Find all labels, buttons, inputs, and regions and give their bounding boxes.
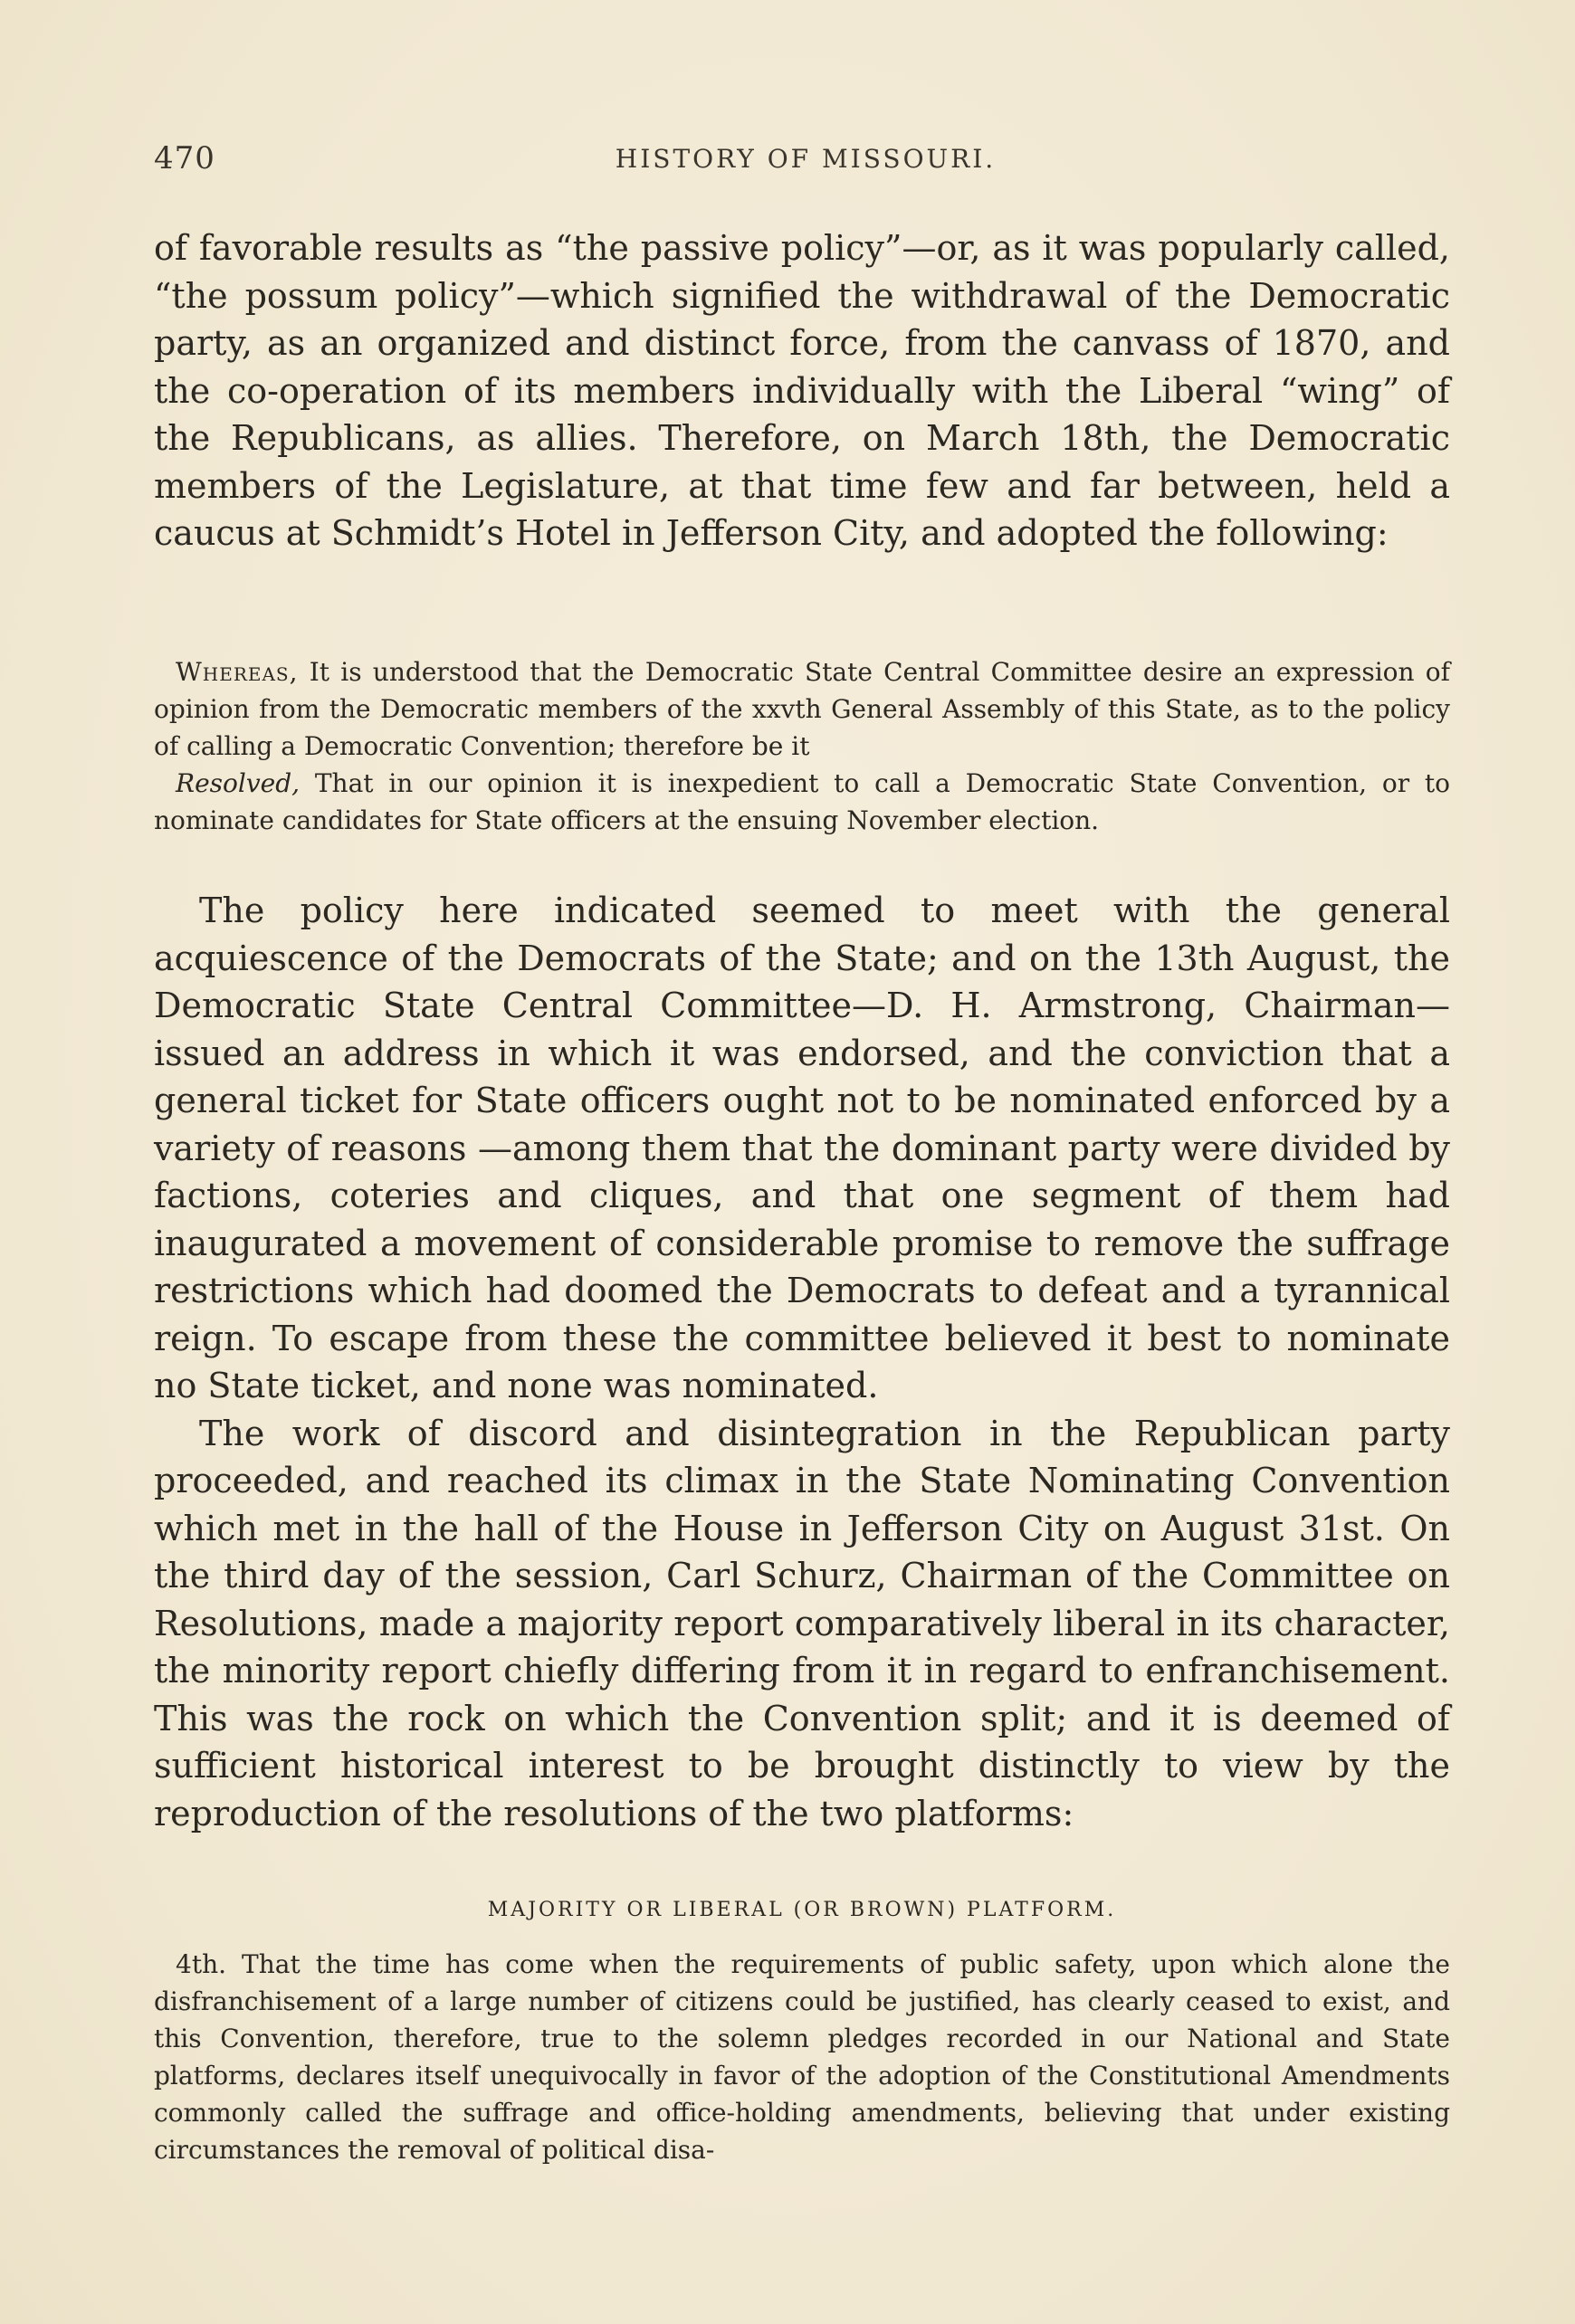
platform-item-4: 4th. That the time has come when the requirements of public safety, upon which alone the disfranchisement of a large number of citizens could be justified, has clearly ceased to exist, and this Convention, therefore, true to the solemn pledges recorded in our National and State platforms, declares itself unequivocally in favor of the adoption of the Constitutional Amendments commonly called the suffrage and office-holding amendments, believing that under existing circumstances the removal of political disa- [154, 1949, 1450, 2165]
whereas-text: It is understood that the Democratic State Central Committee desire an expression of opinion from the Democratic members of the xxvth General Assembly of this State, as to the policy of calling a Democratic Convention; therefore be it [154, 657, 1450, 761]
resolved-text: That in our opinion it is inexpedient to call a Democratic State Convention, or to nominate candidates for State officers at the ensuing November election. [154, 768, 1450, 835]
resolved-word: Resolved, [176, 768, 301, 798]
page-header [154, 140, 1457, 186]
platform-heading: MAJORITY OR LIBERAL (OR BROWN) PLATFORM. [487, 1899, 1117, 1921]
opening-paragraph-block [154, 224, 1450, 557]
main-paragraphs-block [154, 887, 1450, 1837]
platform-text [154, 1946, 1450, 2168]
caucus-resolution [154, 653, 1450, 839]
paragraph-policy: The policy here indicated seemed to meet with the general acquiescence of the Democrats of the State; and on the 13th August, the Democratic State Central Committee—D. H. Armstrong, Chairman—issued an address in which it was endorsed, and the conviction that a general ticket for State officers ought not to be nominated enforced by a variety of reasons —among them that the dominant party were divided by factions, coteries and cliques, and that one segment of them had inaugurated a movement of considerable promise to remove the suffrage restrictions which had doomed the Democrats to defeat and a tyrannical reign. To escape from these the committee believed it best to nominate no State ticket, and none was nominated. [154, 891, 1450, 1405]
running-title: HISTORY OF MISSOURI. [615, 144, 997, 174]
whereas-clause [154, 653, 1450, 765]
paragraph-convention: The work of discord and disintegration in the Republican party proceeded, and reached its climax in the State Nominating Convention which met in the hall of the House in Jefferson City on August 31st. On the third day of the session, Carl Schurz, Chairman of the Committee on Resolutions, made a majority report comparatively liberal in its character, the minority report chiefly differing from it in regard to enfranchisement. This was the rock on which the Convention split; and it is deemed of sufficient historical interest to be brought distinctly to view by the reproduction of the resolutions of the two platforms: [154, 1413, 1450, 1833]
paragraph-continued: of favorable results as “the passive policy”—or, as it was popularly called, “the possum policy”—which signified the withdrawal of the Democratic party, as an organized and distinct force, from the canvass of 1870, and the co-operation of its members individually with the Liberal “wing” of the Republicans, as allies. Therefore, on March 18th, the Democratic members of the Legislature, at that time few and far between, held a caucus at Schmidt’s Hotel in Jefferson City, and adopted the following: [154, 228, 1450, 553]
page-number: 470 [154, 140, 215, 176]
resolved-clause [154, 765, 1450, 839]
whereas-word: Whereas, [176, 657, 299, 687]
